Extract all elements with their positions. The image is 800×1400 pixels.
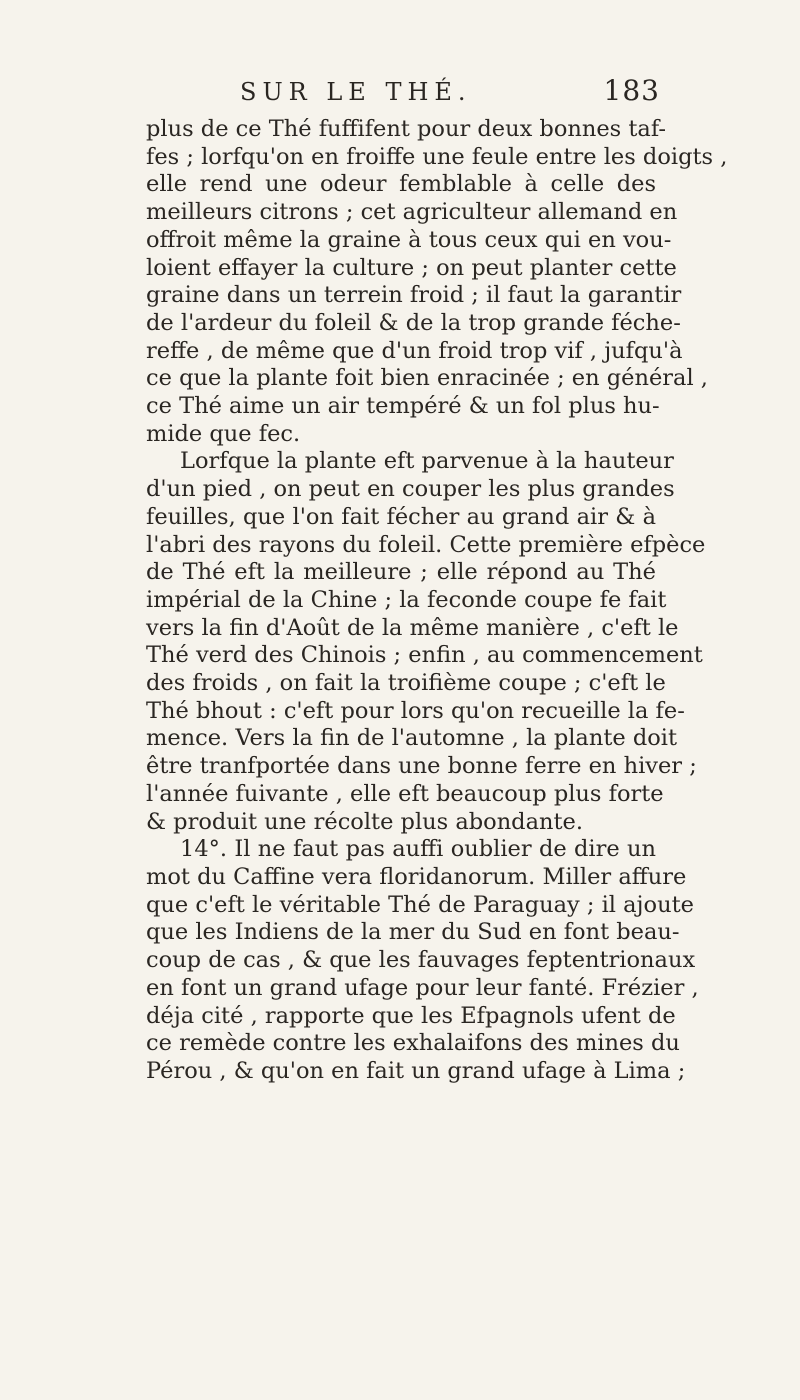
text-line: coup de cas , & que les fauvages feptentrionaux: [146, 947, 696, 974]
running-head: SUR LE THÉ.: [240, 78, 472, 106]
text-line: l'année fuivante , elle eft beaucoup plus forte: [146, 780, 664, 807]
text-line: meilleurs citrons ; cet agriculteur allemand en: [146, 199, 678, 226]
text-line: en font un grand ufage pour leur fanté. Frézier ,: [146, 974, 699, 1001]
text-line: Pérou , & qu'on en fait un grand ufage à Lima ;: [146, 1057, 686, 1084]
page-number: 183: [603, 74, 660, 107]
text-line: vers la fin d'Août de la même manière , c'eft le: [146, 614, 679, 641]
text-line: de l'ardeur du foleil & de la trop grande féche-: [146, 309, 681, 336]
text-line: d'un pied , on peut en couper les plus grandes: [146, 476, 675, 503]
text-line: graine dans un terrein froid ; il faut la garantir: [146, 282, 682, 309]
text-line: & produit une récolte plus abondante.: [146, 808, 584, 835]
text-line: Thé bhout : c'eft pour lors qu'on recueille la fe-: [146, 697, 685, 724]
text-line: que les Indiens de la mer du Sud en font beau-: [146, 919, 680, 946]
text-line: ce que la plante foit bien enracinée ; en général ,: [146, 365, 708, 392]
text-line: plus de ce Thé fuffifent pour deux bonnes taf-: [146, 116, 666, 142]
text-line: mence. Vers la fin de l'automne , la plante doit: [146, 725, 678, 752]
text-line: mide que fec.: [146, 420, 301, 447]
body-text: [146, 116, 728, 1086]
text-line: loient effayer la culture ; on peut planter cette: [146, 254, 677, 281]
text-line: fes ; lorfqu'on en froiffe une feule entre les doigts ,: [146, 143, 728, 170]
text-line: Thé verd des Chinois ; enfin , au commencement: [146, 642, 703, 669]
text-line: l'abri des rayons du foleil. Cette première efpèce: [146, 531, 706, 558]
text-line: de Thé eft la meilleure ; elle répond au Thé: [146, 559, 656, 586]
page-header: [240, 74, 660, 114]
text-line: déja cité , rapporte que les Efpagnols ufent de: [146, 1002, 676, 1029]
paragraph-start-line: Lorfque la plante eft parvenue à la hauteur: [180, 448, 674, 475]
text-line: être tranfportée dans une bonne ferre en hiver ;: [146, 753, 697, 780]
text-line: ce Thé aime un air tempéré & un fol plus hu-: [146, 393, 660, 420]
text-line: que c'eft le véritable Thé de Paraguay ; il ajoute: [146, 891, 694, 918]
text-line: mot du Caffine vera floridanorum. Miller affure: [146, 863, 687, 890]
text-line: impérial de la Chine ; la feconde coupe fe fait: [146, 586, 667, 613]
text-line: des froids , on fait la troifième coupe ; c'eft le: [146, 670, 666, 697]
text-line: elle rend une odeur femblable à celle des: [146, 171, 656, 198]
text-line: offroit même la graine à tous ceux qui en vou-: [146, 226, 672, 253]
text-line: reffe , de même que d'un froid trop vif , jufqu'à: [146, 337, 683, 364]
text-line: feuilles, que l'on fait fécher au grand air & à: [146, 503, 656, 530]
paragraph-start-line: 14°. Il ne faut pas auffi oublier de dire un: [180, 836, 656, 863]
text-line: ce remède contre les exhalaifons des mines du: [146, 1030, 680, 1057]
